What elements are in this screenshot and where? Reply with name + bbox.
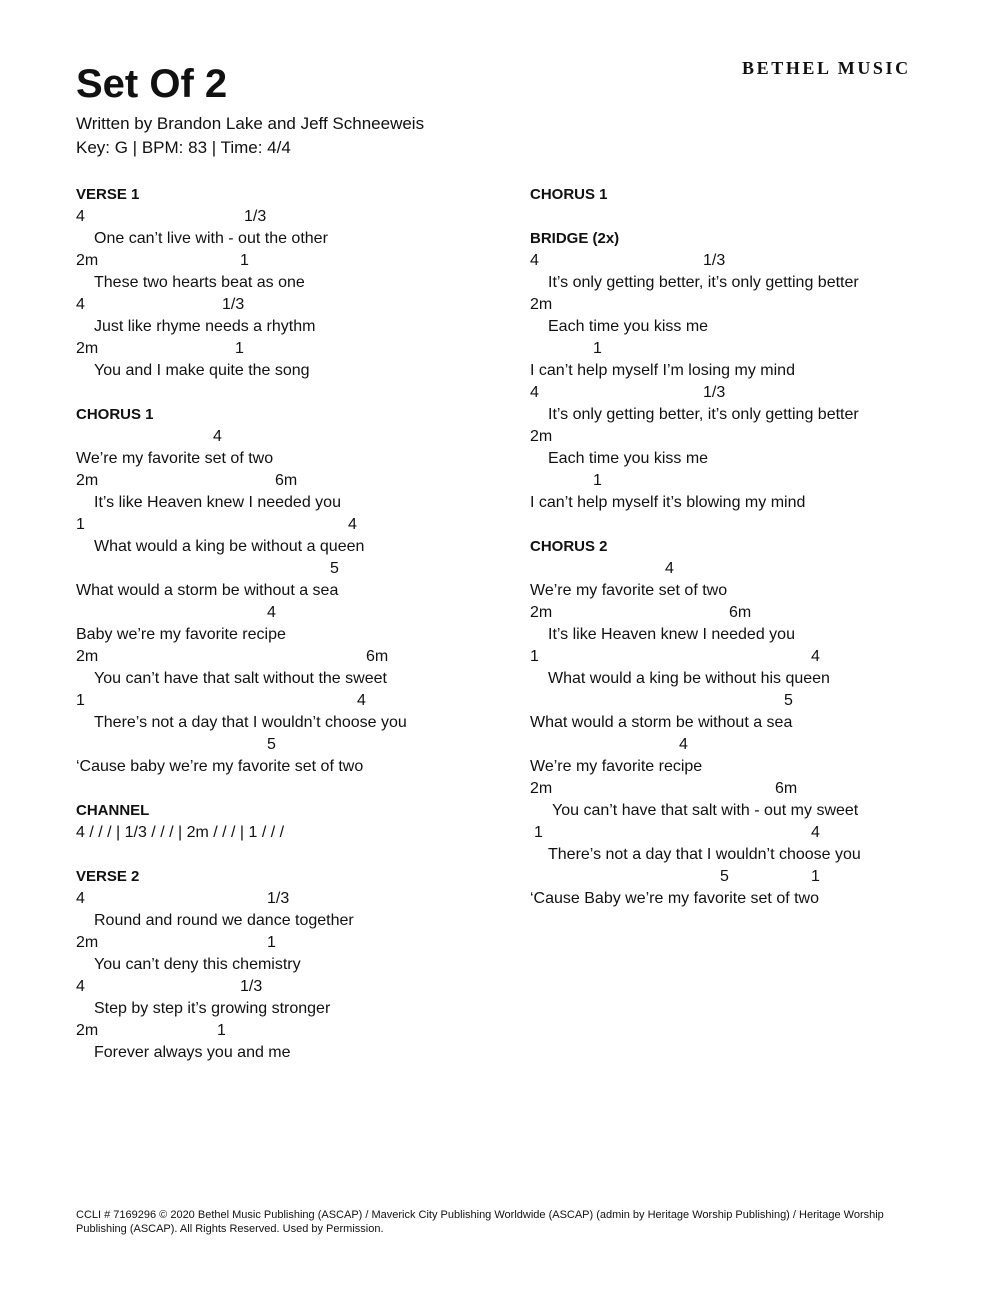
chord-line [76, 558, 516, 580]
chord: 2m [76, 472, 99, 489]
section-heading: CHORUS 1 [76, 406, 154, 423]
lyric: I can’t help myself it’s blowing my mind [530, 494, 806, 511]
lyric-line [76, 712, 516, 734]
lyric-line [76, 1042, 516, 1064]
left-column [76, 184, 516, 1086]
chord-line [530, 690, 970, 712]
chord-progression-line [76, 822, 516, 844]
lyric: It’s only getting better, it’s only getting better [548, 274, 859, 291]
chord: 2m [76, 1022, 99, 1039]
lyric-line [530, 888, 970, 910]
lyric-line [530, 668, 970, 690]
chord: 1/3 [240, 978, 263, 995]
chord: 4 [530, 384, 539, 401]
lyric-line [530, 844, 970, 866]
lyric: There’s not a day that I wouldn’t choose you [94, 714, 407, 731]
copyright-footer: CCLI # 7169296 © 2020 Bethel Music Publishing (ASCAP) / Maverick City Publishing Worldwide (ASCAP) (admin by Heritage Worship Publishing) / Heritage Worship Publishing (ASCAP). All Rights Reserved. Used by Permission. [76, 1209, 884, 1235]
chord: 4 [679, 736, 688, 753]
chord: 4 [357, 692, 366, 709]
chord: 5 [720, 868, 729, 885]
lyric: Just like rhyme needs a rhythm [94, 318, 316, 335]
chord: 4 [348, 516, 357, 533]
chord: 1 [593, 472, 602, 489]
lyric-line [530, 492, 970, 514]
chord: 1 [235, 340, 244, 357]
lyric-line [76, 580, 516, 602]
right-column [530, 184, 970, 932]
chord-line [76, 1020, 516, 1042]
chord-line [76, 514, 516, 536]
chord: 4 [76, 296, 85, 313]
lyric-line [530, 404, 970, 426]
chord-line [530, 646, 970, 668]
lyric: Baby we’re my favorite recipe [76, 626, 286, 643]
chord: 1/3 [222, 296, 245, 313]
chord: 6m [366, 648, 389, 665]
song-title: Set Of 2 [76, 62, 228, 106]
section-heading: VERSE 1 [76, 186, 140, 203]
lyric-line [76, 624, 516, 646]
chord: 4 [76, 978, 85, 995]
chord: 1 [534, 824, 543, 841]
chord-line [530, 470, 970, 492]
chord: 1 [811, 868, 820, 885]
chord: 4 [811, 824, 820, 841]
chord: 6m [275, 472, 298, 489]
lyric: Round and round we dance together [94, 912, 354, 929]
lyric: It’s only getting better, it’s only getting better [548, 406, 859, 423]
lyric-line [530, 624, 970, 646]
lyric-line [530, 448, 970, 470]
chord-line [76, 426, 516, 448]
chord-line [76, 646, 516, 668]
chord: 2m [76, 340, 99, 357]
lyric: These two hearts beat as one [94, 274, 305, 291]
chord-line [76, 690, 516, 712]
chord-line [530, 426, 970, 448]
song-key-info: Key: G | BPM: 83 | Time: 4/4 [76, 138, 291, 157]
chord: 1/3 [703, 384, 726, 401]
chord-line [530, 866, 970, 888]
lyric-line [530, 712, 970, 734]
lyric: You can’t have that salt with - out my sweet [552, 802, 859, 819]
chord-line [530, 338, 970, 360]
chord: 1 [217, 1022, 226, 1039]
chord: 2m [76, 648, 99, 665]
chord-line [76, 602, 516, 624]
lyric-line [530, 316, 970, 338]
lyric-line [76, 756, 516, 778]
section-chorus-2 [530, 536, 970, 910]
lyric: It’s like Heaven knew I needed you [548, 626, 795, 643]
lyric: What would a king be without a queen [94, 538, 365, 555]
lyric-line [76, 910, 516, 932]
chord-line [530, 734, 970, 756]
lyric-line [76, 954, 516, 976]
lyric: What would a storm be without a sea [76, 582, 339, 599]
lyric: What would a storm be without a sea [530, 714, 793, 731]
chord-line [530, 822, 970, 844]
chord: 5 [330, 560, 339, 577]
lyric: I can’t help myself I’m losing my mind [530, 362, 795, 379]
chord: 1 [240, 252, 249, 269]
chord-line [76, 888, 516, 910]
chord: 1/3 [244, 208, 267, 225]
section-bridge [530, 228, 970, 514]
lyric-line [530, 360, 970, 382]
chord-line [530, 778, 970, 800]
chord: 5 [784, 692, 793, 709]
section-heading: CHORUS 1 [530, 186, 608, 203]
lyric: ‘Cause baby we’re my favorite set of two [76, 758, 364, 775]
chord: 4 [665, 560, 674, 577]
chord: 2m [76, 934, 99, 951]
chord: 2m [76, 252, 99, 269]
chord-line [76, 734, 516, 756]
lyric-line [76, 536, 516, 558]
chord: 1/3 [267, 890, 290, 907]
lyric: We’re my favorite set of two [76, 450, 274, 467]
chord-line [76, 250, 516, 272]
lyric: You and I make quite the song [94, 362, 310, 379]
chord-line [530, 602, 970, 624]
section-verse-2 [76, 866, 516, 1064]
chord-line [530, 294, 970, 316]
chord: 6m [775, 780, 798, 797]
chord: 2m [530, 780, 553, 797]
chord: 5 [267, 736, 276, 753]
section-heading: CHORUS 2 [530, 538, 608, 555]
section-heading: BRIDGE (2x) [530, 230, 620, 247]
chord: 1 [593, 340, 602, 357]
lyric: You can’t deny this chemistry [94, 956, 301, 973]
chord-progression: 4 / / / | 1/3 / / / | 2m / / / | 1 / / / [76, 824, 285, 841]
lyric: Step by step it’s growing stronger [94, 1000, 331, 1017]
lyric-line [76, 228, 516, 250]
chord: 4 [811, 648, 820, 665]
lyric-line [76, 492, 516, 514]
chord: 4 [267, 604, 276, 621]
writers-credit: Written by Brandon Lake and Jeff Schneeweis [76, 114, 425, 133]
chord: 2m [530, 604, 553, 621]
lyric-line [530, 800, 970, 822]
section-heading: VERSE 2 [76, 868, 140, 885]
lyric: Each time you kiss me [548, 450, 709, 467]
lyric-line [76, 448, 516, 470]
chord-line [76, 932, 516, 954]
lyric: We’re my favorite set of two [530, 582, 728, 599]
lyric: One can’t live with - out the other [94, 230, 328, 247]
lyric: Forever always you and me [94, 1044, 291, 1061]
lyric: We’re my favorite recipe [530, 758, 703, 775]
chord: 4 [213, 428, 222, 445]
chord-line [76, 470, 516, 492]
chord: 1 [530, 648, 539, 665]
section-chorus-1-reference [530, 184, 970, 206]
chord: 1 [267, 934, 276, 951]
lyric-line [76, 360, 516, 382]
lyric: What would a king be without his queen [548, 670, 830, 687]
lyric-line [76, 316, 516, 338]
chord-line [76, 294, 516, 316]
lyric: You can’t have that salt without the sweet [94, 670, 387, 687]
lyric: It’s like Heaven knew I needed you [94, 494, 341, 511]
section-channel [76, 800, 516, 844]
chord-line [530, 382, 970, 404]
lyric-line [530, 580, 970, 602]
section-verse-1 [76, 184, 516, 382]
lyric-line [530, 756, 970, 778]
chord-line [530, 558, 970, 580]
chord: 1 [76, 692, 85, 709]
chord-line [76, 206, 516, 228]
lyric: There’s not a day that I wouldn’t choose you [548, 846, 861, 863]
chord: 1/3 [703, 252, 726, 269]
chord: 2m [530, 428, 553, 445]
lyric-line [76, 668, 516, 690]
chord: 6m [729, 604, 752, 621]
section-heading: CHANNEL [76, 802, 150, 819]
lyric-line [530, 272, 970, 294]
chord: 1 [76, 516, 85, 533]
chord-line [530, 250, 970, 272]
chord-line [76, 338, 516, 360]
lyric: ‘Cause Baby we’re my favorite set of two [530, 890, 820, 907]
section-chorus-1 [76, 404, 516, 778]
lyric: Each time you kiss me [548, 318, 709, 335]
lyric-line [76, 998, 516, 1020]
lyric-line [76, 272, 516, 294]
chord: 4 [76, 890, 85, 907]
chord-line [76, 976, 516, 998]
chord: 4 [76, 208, 85, 225]
chord: 2m [530, 296, 553, 313]
chord: 4 [530, 252, 539, 269]
brand-logo: BETHEL MUSIC [742, 58, 911, 78]
